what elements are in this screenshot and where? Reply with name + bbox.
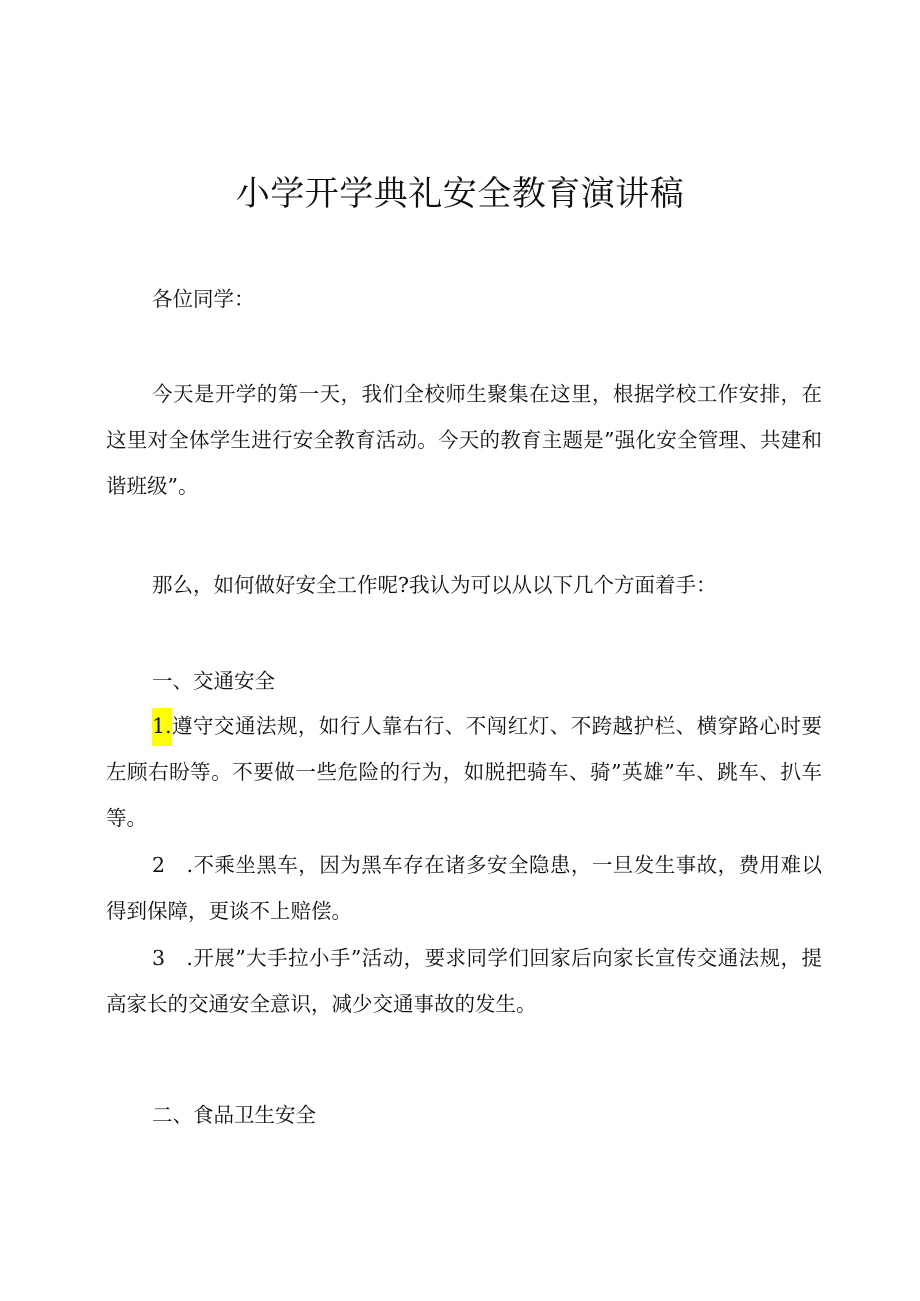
approach-paragraph: 那么，如何做好安全工作呢?我认为可以从以下几个方面着手： xyxy=(152,573,717,597)
document-title: 小学开学典礼安全教育演讲稿 xyxy=(235,174,685,214)
section-heading-traffic: 一、交通安全 xyxy=(152,669,275,693)
list-item-3: 3 .开展”大手拉小手”活动，要求同学们回家后向家长宣传交通法规，提高家长的交通安全意识，减少交通事故的发生。 xyxy=(106,946,822,1016)
list-item-1 xyxy=(106,703,822,841)
list-item-1-text: 遵守交通法规，如行人靠右行、不闯红灯、不跨越护栏、横穿路心时要左顾右盼等。不要做一些危险的行为，如脱把骑车、骑”英雄”车、跳车、扒车等。 xyxy=(106,714,822,830)
greeting: 各位同学： xyxy=(152,287,255,311)
list-item-2: 2 .不乘坐黑车，因为黑车存在诸多安全隐患，一旦发生事故，费用难以得到保障，更谈不上赔偿。 xyxy=(106,853,822,923)
section-heading-food-safety: 二、食品卫生安全 xyxy=(152,1103,316,1127)
highlighted-item-number: 1. xyxy=(152,708,172,746)
intro-paragraph: 今天是开学的第一天，我们全校师生聚集在这里，根据学校工作安排，在这里对全体学生进行安全教育活动。今天的教育主题是”强化安全管理、共建和谐班级”。 xyxy=(106,382,822,498)
